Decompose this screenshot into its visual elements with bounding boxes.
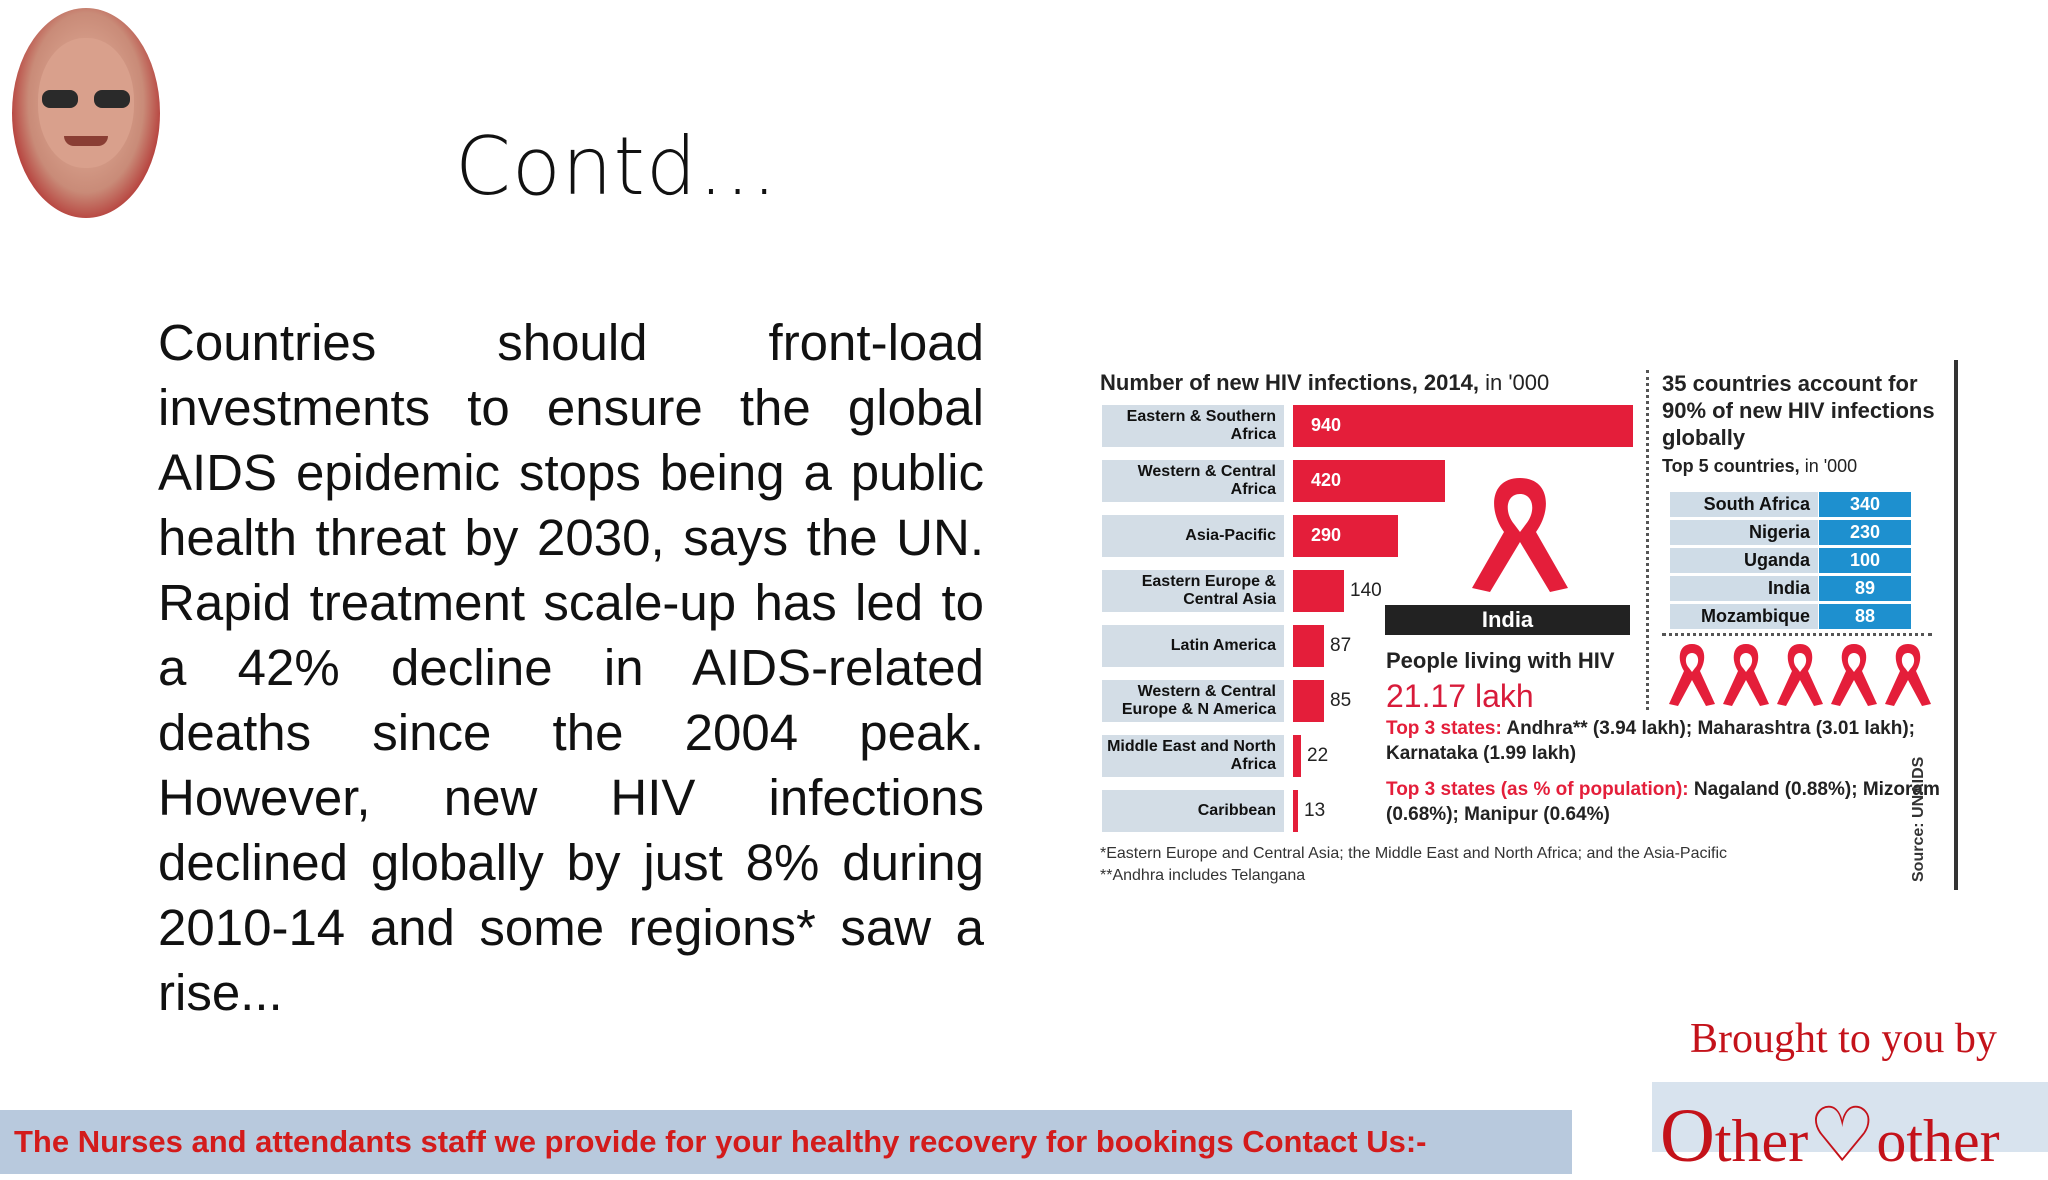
right-border	[1954, 360, 1958, 890]
top-states-pop-label: Top 3 states (as % of population):	[1386, 779, 1689, 800]
bar	[1293, 625, 1324, 667]
bar-label: Eastern Europe & Central Asia	[1102, 570, 1284, 612]
top-states-text: Andhra** (3.94 lakh); Maharashtra (3.01 lakh); Karnataka (1.99 lakh)	[1386, 718, 1915, 764]
bar-label: Western & Central Europe & N America	[1102, 680, 1284, 722]
footnote-1: *Eastern Europe and Central Asia; the Middle East and North Africa; and the Asia-Pacific	[1100, 845, 1728, 862]
country-label: India	[1670, 576, 1818, 601]
presenter-photo	[12, 8, 160, 218]
bar-value: 140	[1350, 580, 1382, 601]
countries-subheading-unit: in '000	[1804, 456, 1858, 476]
top-states-pop-text: Nagaland (0.88%); Mizoram (0.68%); Manipur (0.64%)	[1386, 779, 1940, 825]
countries-subheading-text: Top 5 countries,	[1662, 456, 1800, 476]
bar-value: 22	[1307, 745, 1329, 766]
countries-heading: 35 countries account for 90% of new HIV infections globally	[1662, 371, 1935, 450]
bar	[1293, 680, 1324, 722]
slide-title: Contd…	[455, 120, 779, 213]
other-mother-logo	[1660, 1090, 2000, 1180]
bar-value: 420	[1311, 470, 1342, 490]
chart-title-text: Number of new HIV infections, 2014,	[1100, 370, 1479, 395]
bar-value: 940	[1311, 415, 1342, 435]
bar-label: Caribbean	[1102, 790, 1284, 832]
country-value: 230	[1819, 520, 1911, 545]
country-label: Uganda	[1670, 548, 1818, 573]
top-states-population	[1386, 777, 1946, 827]
top-states-label: Top 3 states:	[1386, 718, 1502, 739]
country-value: 89	[1819, 576, 1911, 601]
logo-part1: ther	[1714, 1108, 1809, 1174]
country-value: 340	[1819, 492, 1911, 517]
bar-value: 87	[1330, 635, 1352, 656]
bar	[1293, 735, 1301, 777]
slide-body-text: Countries should front-load investments to ensure the global AIDS epidemic stops being a public health threat by 2030, says the UN. Rapid treatment scale-up has led to a 42% decline in AIDS-related deaths since the 2004 peak. However, new HIV infections declined globally by just 8% during 2010-14 and some regions* saw a rise...	[158, 314, 984, 1021]
country-label: Nigeria	[1670, 520, 1818, 545]
plhiv-label: People living with HIV	[1386, 648, 1615, 673]
logo-o: O	[1660, 1094, 1715, 1178]
brought-to-you-by: Brought to you by	[1690, 1016, 1997, 1062]
bar-value: 290	[1311, 525, 1342, 545]
bar-value: 13	[1304, 800, 1326, 821]
footnote-2: **Andhra includes Telangana	[1100, 867, 1306, 884]
heart-icon: ♡	[1808, 1094, 1877, 1178]
ribbon-row-icon	[1665, 640, 1935, 710]
source-label: Source: UNAIDS	[1910, 756, 1927, 882]
bar	[1293, 515, 1398, 557]
hiv-infographic	[1090, 360, 1960, 890]
bar-label: Asia-Pacific	[1102, 515, 1284, 557]
bar-label: Latin America	[1102, 625, 1284, 667]
chart-title-unit: in '000	[1485, 370, 1550, 395]
country-value: 100	[1819, 548, 1911, 573]
country-value: 88	[1819, 604, 1911, 629]
plhiv-value: 21.17 lakh	[1386, 678, 1534, 714]
divider-vertical	[1646, 370, 1649, 710]
top-states	[1386, 716, 1946, 766]
bar	[1293, 790, 1298, 832]
footnotes	[1100, 843, 1727, 887]
chart-title	[1100, 370, 1549, 396]
divider-horizontal	[1662, 633, 1932, 636]
logo-part2: other	[1876, 1108, 2000, 1174]
country-label: South Africa	[1670, 492, 1818, 517]
countries-subheading	[1662, 456, 1857, 477]
mouth	[64, 136, 108, 146]
glasses	[42, 90, 130, 108]
bar-value: 85	[1330, 690, 1352, 711]
bar-label: Eastern & Southern Africa	[1102, 405, 1284, 447]
bar	[1293, 570, 1344, 612]
bar	[1293, 405, 1633, 447]
bar-label: Western & Central Africa	[1102, 460, 1284, 502]
india-label: India	[1385, 605, 1630, 635]
contact-banner: The Nurses and attendants staff we provide for your healthy recovery for bookings Contact Us:-	[0, 1110, 1572, 1174]
bar-label: Middle East and North Africa	[1102, 735, 1284, 777]
red-ribbon-icon	[1460, 470, 1580, 595]
country-label: Mozambique	[1670, 604, 1818, 629]
